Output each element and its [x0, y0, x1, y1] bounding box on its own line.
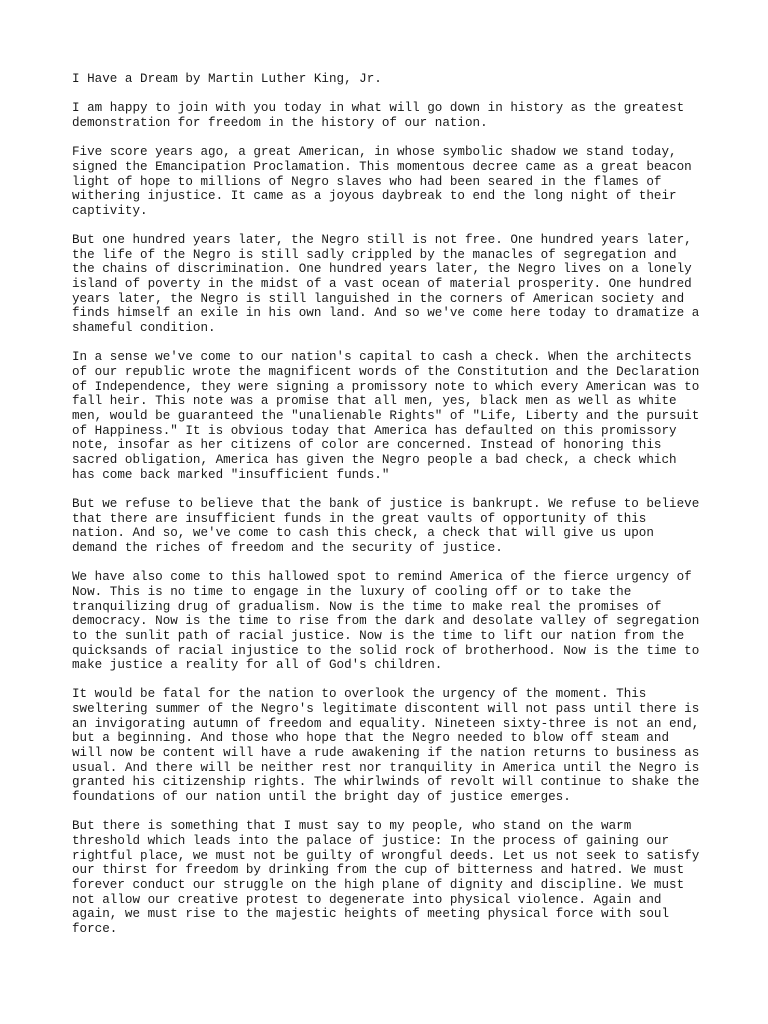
paragraph: But there is something that I must say to my people, who stand on the warm threshold which leads into the palace of justice: In the process of gaining our rightful place, we must not be guilty of wrongful deeds. Let us not seek to satisfy our thirst for freedom by drinking from the cup of bitterness and hatred. We must forever conduct our struggle on the high plane of dignity and discipline. We must not allow our creative protest to degenerate into physical violence. Again and again, we must rise to the majestic heights of meeting physical force with soul force. [72, 819, 700, 936]
paragraph: Five score years ago, a great American, in whose symbolic shadow we stand today, signed the Emancipation Proclamation. This momentous decree came as a great beacon light of hope to millions of Negro slaves who had been seared in the flames of withering injustice. It came as a joyous daybreak to end the long night of their captivity. [72, 145, 692, 218]
paragraph: But we refuse to believe that the bank of justice is bankrupt. We refuse to believe that there are insufficient funds in the great vaults of opportunity of this nation. And so, we've come to cash this check, a check that will give us upon demand the riches of freedom and the security of justice. [72, 496, 700, 555]
paragraph: It would be fatal for the nation to overlook the urgency of the moment. This sweltering summer of the Negro's legitimate discontent will not pass until there is an invigorating autumn of freedom and equality. Nineteen sixty-three is not an end, but a beginning. And those who hope that the Negro needed to blow off steam and will now be content will have a rude awakening if the nation returns to business as usual. And there will be neither rest nor tranquility in America until the Negro is granted his citizenship rights. The whirlwinds of revolt will continue to shake the foundations of our nation until the bright day of justice emerges. [72, 687, 700, 805]
paragraph: I am happy to join with you today in what will go down in history as the greatest demonstration for freedom in the history of our nation. [72, 101, 685, 130]
document-title: I Have a Dream by Martin Luther King, Jr. [72, 72, 382, 86]
paragraph: In a sense we've come to our nation's capital to cash a check. When the architects of our republic wrote the magnificent words of the Constitution and the Declaration of Independence, they were signing a promissory note to which every American was to fall heir. This note was a promise that all men, yes, black men as well as white men, would be guaranteed the "unalienable Rights" of "Life, Liberty and the pursuit of Happiness." It is obvious today that America has defaulted on this promissory note, insofar as her citizens of color are concerned. Instead of honoring this sacred obligation, America has given the Negro people a bad check, a check which has come back marked "insufficient funds." [72, 350, 700, 482]
document-page [72, 72, 712, 951]
paragraph: But one hundred years later, the Negro still is not free. One hundred years later, the life of the Negro is still sadly crippled by the manacles of segregation and the chains of discrimination. One hundred years later, the Negro lives on a lonely island of poverty in the midst of a vast ocean of material prosperity. One hundred years later, the Negro is still languished in the corners of American society and finds himself an exile in his own land. And so we've come here today to dramatize a shameful condition. [72, 233, 700, 336]
paragraph: We have also come to this hallowed spot to remind America of the fierce urgency of Now. This is no time to engage in the luxury of cooling off or to take the tranquilizing drug of gradualism. Now is the time to make real the promises of democracy. Now is the time to rise from the dark and desolate valley of segregation to the sunlit path of racial justice. Now is the time to lift our nation from the quicksands of racial injustice to the solid rock of brotherhood. Now is the time to make justice a reality for all of God's children. [72, 570, 700, 673]
